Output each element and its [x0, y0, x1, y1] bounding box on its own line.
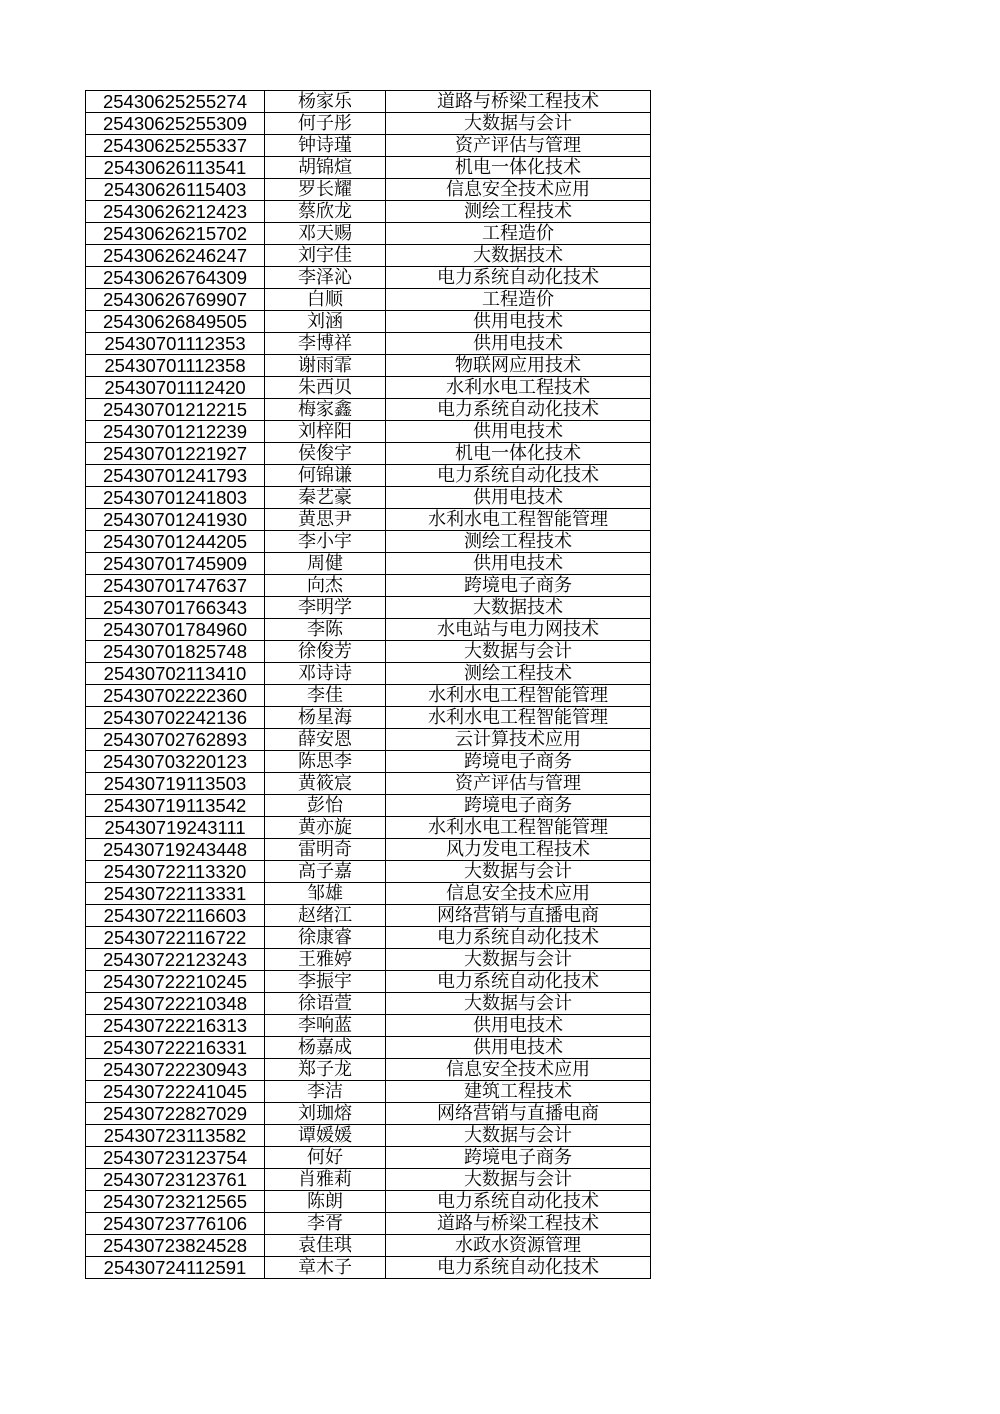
student-id-cell: 25430703220123 — [86, 751, 265, 773]
table-row — [86, 333, 651, 355]
major-cell: 资产评估与管理 — [386, 135, 651, 157]
student-name-cell: 陈思李 — [265, 751, 386, 773]
student-name-cell: 章木子 — [265, 1257, 386, 1279]
major-cell: 信息安全技术应用 — [386, 179, 651, 201]
table-row — [86, 905, 651, 927]
student-id-cell: 25430701244205 — [86, 531, 265, 553]
table-row — [86, 751, 651, 773]
major-cell: 大数据与会计 — [386, 949, 651, 971]
major-cell: 云计算技术应用 — [386, 729, 651, 751]
major-cell: 供用电技术 — [386, 421, 651, 443]
student-id-cell: 25430626115403 — [86, 179, 265, 201]
student-id-cell: 25430701112358 — [86, 355, 265, 377]
table-row — [86, 157, 651, 179]
student-id-cell: 25430723113582 — [86, 1125, 265, 1147]
student-id-cell: 25430701241793 — [86, 465, 265, 487]
student-name-cell: 黄亦旋 — [265, 817, 386, 839]
table-row — [86, 245, 651, 267]
table-row — [86, 1037, 651, 1059]
student-id-cell: 25430722210245 — [86, 971, 265, 993]
student-name-cell: 李振宇 — [265, 971, 386, 993]
major-cell: 大数据与会计 — [386, 861, 651, 883]
major-cell: 资产评估与管理 — [386, 773, 651, 795]
table-row — [86, 597, 651, 619]
table-row — [86, 949, 651, 971]
student-name-cell: 蔡欣龙 — [265, 201, 386, 223]
student-name-cell: 向杰 — [265, 575, 386, 597]
table-row — [86, 729, 651, 751]
student-name-cell: 刘梓阳 — [265, 421, 386, 443]
major-cell: 大数据与会计 — [386, 1125, 651, 1147]
table-row — [86, 1235, 651, 1257]
student-id-cell: 25430701112353 — [86, 333, 265, 355]
major-cell: 大数据与会计 — [386, 641, 651, 663]
student-name-cell: 胡锦煊 — [265, 157, 386, 179]
student-name-cell: 徐俊芳 — [265, 641, 386, 663]
student-id-cell: 25430702113410 — [86, 663, 265, 685]
student-id-cell: 25430722116722 — [86, 927, 265, 949]
student-id-cell: 25430701221927 — [86, 443, 265, 465]
student-name-cell: 邓诗诗 — [265, 663, 386, 685]
major-cell: 大数据与会计 — [386, 993, 651, 1015]
student-name-cell: 赵绪江 — [265, 905, 386, 927]
student-name-cell: 李明学 — [265, 597, 386, 619]
table-row — [86, 1059, 651, 1081]
student-id-cell: 25430719113542 — [86, 795, 265, 817]
major-cell: 网络营销与直播电商 — [386, 905, 651, 927]
table-row — [86, 663, 651, 685]
student-id-cell: 25430626215702 — [86, 223, 265, 245]
table-row — [86, 575, 651, 597]
table-row — [86, 1081, 651, 1103]
student-name-cell: 郑子龙 — [265, 1059, 386, 1081]
table-row — [86, 883, 651, 905]
student-name-cell: 谭媛媛 — [265, 1125, 386, 1147]
major-cell: 道路与桥梁工程技术 — [386, 1213, 651, 1235]
table-row — [86, 509, 651, 531]
table-row — [86, 993, 651, 1015]
student-id-cell: 25430701784960 — [86, 619, 265, 641]
major-cell: 电力系统自动化技术 — [386, 927, 651, 949]
student-id-cell: 25430723776106 — [86, 1213, 265, 1235]
major-cell: 供用电技术 — [386, 487, 651, 509]
table-row — [86, 685, 651, 707]
major-cell: 风力发电工程技术 — [386, 839, 651, 861]
major-cell: 信息安全技术应用 — [386, 1059, 651, 1081]
major-cell: 电力系统自动化技术 — [386, 399, 651, 421]
table-row — [86, 201, 651, 223]
student-name-cell: 肖雅莉 — [265, 1169, 386, 1191]
major-cell: 工程造价 — [386, 223, 651, 245]
student-id-cell: 25430625255337 — [86, 135, 265, 157]
student-id-cell: 25430724112591 — [86, 1257, 265, 1279]
major-cell: 测绘工程技术 — [386, 201, 651, 223]
student-name-cell: 李响蓝 — [265, 1015, 386, 1037]
student-id-cell: 25430626769907 — [86, 289, 265, 311]
student-name-cell: 薛安恩 — [265, 729, 386, 751]
table-row — [86, 553, 651, 575]
major-cell: 建筑工程技术 — [386, 1081, 651, 1103]
table-row — [86, 487, 651, 509]
student-id-cell: 25430702242136 — [86, 707, 265, 729]
student-name-cell: 黄筱宸 — [265, 773, 386, 795]
major-cell: 供用电技术 — [386, 1015, 651, 1037]
table-row — [86, 795, 651, 817]
student-name-cell: 梅家鑫 — [265, 399, 386, 421]
table-row — [86, 1125, 651, 1147]
major-cell: 水利水电工程智能管理 — [386, 685, 651, 707]
major-cell: 跨境电子商务 — [386, 751, 651, 773]
roster-sheet — [85, 90, 651, 1279]
student-name-cell: 杨家乐 — [265, 91, 386, 113]
student-name-cell: 李佳 — [265, 685, 386, 707]
major-cell: 网络营销与直播电商 — [386, 1103, 651, 1125]
table-row — [86, 839, 651, 861]
major-cell: 供用电技术 — [386, 333, 651, 355]
student-id-cell: 25430701766343 — [86, 597, 265, 619]
major-cell: 水电站与电力网技术 — [386, 619, 651, 641]
table-row — [86, 135, 651, 157]
student-id-cell: 25430626113541 — [86, 157, 265, 179]
table-row — [86, 1147, 651, 1169]
student-id-cell: 25430719243448 — [86, 839, 265, 861]
student-name-cell: 何锦谦 — [265, 465, 386, 487]
student-id-cell: 25430723123754 — [86, 1147, 265, 1169]
table-row — [86, 355, 651, 377]
student-id-cell: 25430702222360 — [86, 685, 265, 707]
major-cell: 供用电技术 — [386, 311, 651, 333]
major-cell: 水政水资源管理 — [386, 1235, 651, 1257]
table-row — [86, 641, 651, 663]
major-cell: 道路与桥梁工程技术 — [386, 91, 651, 113]
student-name-cell: 袁佳琪 — [265, 1235, 386, 1257]
student-id-cell: 25430722827029 — [86, 1103, 265, 1125]
student-name-cell: 黄思尹 — [265, 509, 386, 531]
table-row — [86, 465, 651, 487]
student-id-cell: 25430719113503 — [86, 773, 265, 795]
student-id-cell: 25430701241930 — [86, 509, 265, 531]
major-cell: 电力系统自动化技术 — [386, 1257, 651, 1279]
student-id-cell: 25430626764309 — [86, 267, 265, 289]
table-row — [86, 399, 651, 421]
table-row — [86, 531, 651, 553]
student-name-cell: 何好 — [265, 1147, 386, 1169]
table-row — [86, 619, 651, 641]
student-name-cell: 邹雄 — [265, 883, 386, 905]
student-name-cell: 刘宇佳 — [265, 245, 386, 267]
student-id-cell: 25430722216331 — [86, 1037, 265, 1059]
table-row — [86, 1213, 651, 1235]
table-row — [86, 421, 651, 443]
student-id-cell: 25430626246247 — [86, 245, 265, 267]
major-cell: 机电一体化技术 — [386, 443, 651, 465]
student-name-cell: 邓天赐 — [265, 223, 386, 245]
student-id-cell: 25430722113320 — [86, 861, 265, 883]
table-row — [86, 91, 651, 113]
student-id-cell: 25430625255309 — [86, 113, 265, 135]
student-id-cell: 25430723824528 — [86, 1235, 265, 1257]
student-id-cell: 25430701747637 — [86, 575, 265, 597]
student-name-cell: 秦艺豪 — [265, 487, 386, 509]
major-cell: 机电一体化技术 — [386, 157, 651, 179]
student-id-cell: 25430722230943 — [86, 1059, 265, 1081]
student-name-cell: 王雅婷 — [265, 949, 386, 971]
student-name-cell: 刘涵 — [265, 311, 386, 333]
major-cell: 水利水电工程智能管理 — [386, 509, 651, 531]
table-row — [86, 1191, 651, 1213]
student-name-cell: 李小宇 — [265, 531, 386, 553]
roster-table-body — [86, 91, 651, 1279]
student-name-cell: 高子嘉 — [265, 861, 386, 883]
student-name-cell: 李泽沁 — [265, 267, 386, 289]
major-cell: 测绘工程技术 — [386, 531, 651, 553]
table-row — [86, 311, 651, 333]
student-id-cell: 25430702762893 — [86, 729, 265, 751]
student-name-cell: 李博祥 — [265, 333, 386, 355]
student-id-cell: 25430701212239 — [86, 421, 265, 443]
major-cell: 电力系统自动化技术 — [386, 465, 651, 487]
roster-table — [85, 90, 651, 1279]
student-name-cell: 李胥 — [265, 1213, 386, 1235]
student-id-cell: 25430701825748 — [86, 641, 265, 663]
student-name-cell: 李洁 — [265, 1081, 386, 1103]
major-cell: 水利水电工程智能管理 — [386, 707, 651, 729]
student-id-cell: 25430626212423 — [86, 201, 265, 223]
student-name-cell: 侯俊宇 — [265, 443, 386, 465]
student-name-cell: 陈朗 — [265, 1191, 386, 1213]
major-cell: 水利水电工程技术 — [386, 377, 651, 399]
student-name-cell: 朱西贝 — [265, 377, 386, 399]
student-id-cell: 25430722241045 — [86, 1081, 265, 1103]
student-id-cell: 25430723212565 — [86, 1191, 265, 1213]
table-row — [86, 1257, 651, 1279]
student-name-cell: 徐语萱 — [265, 993, 386, 1015]
student-id-cell: 25430722116603 — [86, 905, 265, 927]
student-id-cell: 25430701212215 — [86, 399, 265, 421]
major-cell: 供用电技术 — [386, 1037, 651, 1059]
student-id-cell: 25430723123761 — [86, 1169, 265, 1191]
student-id-cell: 25430626849505 — [86, 311, 265, 333]
major-cell: 工程造价 — [386, 289, 651, 311]
student-id-cell: 25430722216313 — [86, 1015, 265, 1037]
table-row — [86, 1015, 651, 1037]
major-cell: 大数据与会计 — [386, 113, 651, 135]
student-id-cell: 25430722123243 — [86, 949, 265, 971]
student-name-cell: 杨星海 — [265, 707, 386, 729]
student-id-cell: 25430701241803 — [86, 487, 265, 509]
major-cell: 跨境电子商务 — [386, 795, 651, 817]
table-row — [86, 1169, 651, 1191]
student-name-cell: 雷明奇 — [265, 839, 386, 861]
student-id-cell: 25430722210348 — [86, 993, 265, 1015]
student-name-cell: 徐康睿 — [265, 927, 386, 949]
major-cell: 电力系统自动化技术 — [386, 971, 651, 993]
major-cell: 跨境电子商务 — [386, 1147, 651, 1169]
student-id-cell: 25430701112420 — [86, 377, 265, 399]
table-row — [86, 971, 651, 993]
student-name-cell: 刘珈熔 — [265, 1103, 386, 1125]
student-name-cell: 谢雨霏 — [265, 355, 386, 377]
table-row — [86, 707, 651, 729]
table-row — [86, 817, 651, 839]
student-name-cell: 彭怡 — [265, 795, 386, 817]
major-cell: 供用电技术 — [386, 553, 651, 575]
major-cell: 物联网应用技术 — [386, 355, 651, 377]
student-name-cell: 何子彤 — [265, 113, 386, 135]
table-row — [86, 1103, 651, 1125]
student-id-cell: 25430719243111 — [86, 817, 265, 839]
major-cell: 电力系统自动化技术 — [386, 1191, 651, 1213]
table-row — [86, 289, 651, 311]
student-id-cell: 25430722113331 — [86, 883, 265, 905]
student-name-cell: 钟诗瑾 — [265, 135, 386, 157]
student-name-cell: 周健 — [265, 553, 386, 575]
student-id-cell: 25430625255274 — [86, 91, 265, 113]
table-row — [86, 179, 651, 201]
major-cell: 大数据技术 — [386, 597, 651, 619]
student-name-cell: 李陈 — [265, 619, 386, 641]
table-row — [86, 223, 651, 245]
major-cell: 跨境电子商务 — [386, 575, 651, 597]
table-row — [86, 113, 651, 135]
student-name-cell: 杨嘉成 — [265, 1037, 386, 1059]
student-name-cell: 白顺 — [265, 289, 386, 311]
table-row — [86, 927, 651, 949]
student-name-cell: 罗长耀 — [265, 179, 386, 201]
major-cell: 电力系统自动化技术 — [386, 267, 651, 289]
major-cell: 大数据技术 — [386, 245, 651, 267]
major-cell: 大数据与会计 — [386, 1169, 651, 1191]
table-row — [86, 443, 651, 465]
table-row — [86, 267, 651, 289]
major-cell: 水利水电工程智能管理 — [386, 817, 651, 839]
table-row — [86, 773, 651, 795]
major-cell: 信息安全技术应用 — [386, 883, 651, 905]
table-row — [86, 861, 651, 883]
major-cell: 测绘工程技术 — [386, 663, 651, 685]
student-id-cell: 25430701745909 — [86, 553, 265, 575]
table-row — [86, 377, 651, 399]
